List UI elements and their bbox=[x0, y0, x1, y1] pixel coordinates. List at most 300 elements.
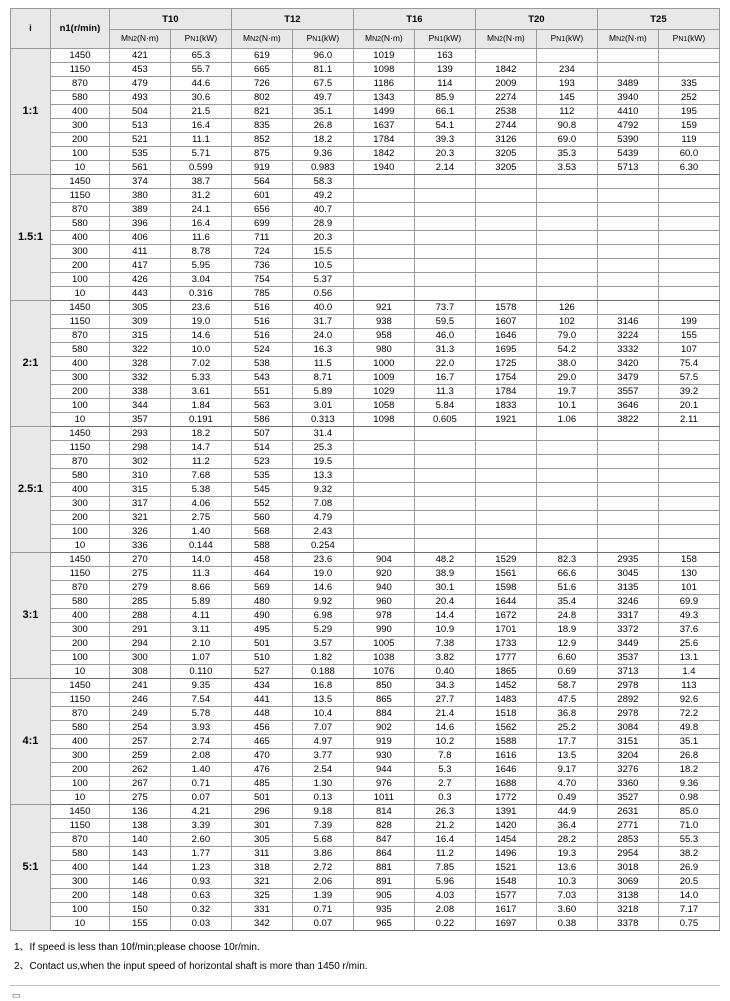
torque-cell bbox=[353, 539, 414, 553]
torque-cell: 357 bbox=[109, 413, 170, 427]
input-speed-cell: 870 bbox=[50, 833, 109, 847]
input-speed-cell: 200 bbox=[50, 385, 109, 399]
power-cell: 2.75 bbox=[170, 511, 231, 525]
torque-cell: 1098 bbox=[353, 413, 414, 427]
power-cell bbox=[536, 539, 597, 553]
power-cell bbox=[658, 287, 719, 301]
power-cell bbox=[536, 427, 597, 441]
table-row bbox=[11, 301, 720, 315]
torque-cell: 501 bbox=[231, 791, 292, 805]
torque-cell: 564 bbox=[231, 175, 292, 189]
torque-cell: 426 bbox=[109, 273, 170, 287]
torque-cell: 1011 bbox=[353, 791, 414, 805]
table-body bbox=[11, 49, 720, 931]
input-speed-cell: 10 bbox=[50, 917, 109, 931]
power-cell: 159 bbox=[658, 119, 719, 133]
input-speed-cell: 300 bbox=[50, 245, 109, 259]
power-cell bbox=[414, 231, 475, 245]
torque-cell: 1577 bbox=[475, 889, 536, 903]
torque-cell bbox=[353, 245, 414, 259]
power-cell: 0.38 bbox=[536, 917, 597, 931]
power-cell: 234 bbox=[536, 63, 597, 77]
input-speed-cell: 870 bbox=[50, 581, 109, 595]
table-row bbox=[11, 693, 720, 707]
power-cell: 36.4 bbox=[536, 819, 597, 833]
torque-cell bbox=[475, 217, 536, 231]
input-speed-cell: 10 bbox=[50, 791, 109, 805]
torque-cell: 298 bbox=[109, 441, 170, 455]
torque-cell bbox=[475, 203, 536, 217]
power-cell bbox=[536, 175, 597, 189]
power-cell: 24.8 bbox=[536, 609, 597, 623]
header-row-units bbox=[11, 30, 720, 49]
input-speed-cell: 300 bbox=[50, 875, 109, 889]
header-power-t25: PN1(kW) bbox=[658, 30, 719, 49]
torque-cell: 279 bbox=[109, 581, 170, 595]
power-cell bbox=[658, 217, 719, 231]
torque-cell: 448 bbox=[231, 707, 292, 721]
power-cell: 0.40 bbox=[414, 665, 475, 679]
input-speed-cell: 200 bbox=[50, 259, 109, 273]
power-cell: 40.0 bbox=[292, 301, 353, 315]
input-speed-cell: 1450 bbox=[50, 679, 109, 693]
power-cell: 7.8 bbox=[414, 749, 475, 763]
input-speed-cell: 870 bbox=[50, 707, 109, 721]
table-row bbox=[11, 749, 720, 763]
power-cell: 92.6 bbox=[658, 693, 719, 707]
torque-cell: 3045 bbox=[597, 567, 658, 581]
input-speed-cell: 1450 bbox=[50, 175, 109, 189]
torque-cell: 1784 bbox=[353, 133, 414, 147]
torque-cell: 905 bbox=[353, 889, 414, 903]
power-cell: 0.03 bbox=[170, 917, 231, 931]
table-row bbox=[11, 329, 720, 343]
power-cell: 65.3 bbox=[170, 49, 231, 63]
power-cell: 1.40 bbox=[170, 763, 231, 777]
torque-cell bbox=[353, 427, 414, 441]
table-row bbox=[11, 889, 720, 903]
power-cell: 67.5 bbox=[292, 77, 353, 91]
torque-cell: 656 bbox=[231, 203, 292, 217]
input-speed-cell: 10 bbox=[50, 665, 109, 679]
torque-cell: 1452 bbox=[475, 679, 536, 693]
torque-cell: 411 bbox=[109, 245, 170, 259]
torque-cell: 1940 bbox=[353, 161, 414, 175]
table-row bbox=[11, 119, 720, 133]
torque-cell: 322 bbox=[109, 343, 170, 357]
power-cell: 13.5 bbox=[536, 749, 597, 763]
power-cell: 35.4 bbox=[536, 595, 597, 609]
torque-cell: 3360 bbox=[597, 777, 658, 791]
input-speed-cell: 100 bbox=[50, 903, 109, 917]
power-cell: 21.5 bbox=[170, 105, 231, 119]
table-row bbox=[11, 679, 720, 693]
torque-cell: 293 bbox=[109, 427, 170, 441]
power-cell: 6.60 bbox=[536, 651, 597, 665]
torque-cell bbox=[597, 287, 658, 301]
torque-cell: 1865 bbox=[475, 665, 536, 679]
power-cell: 13.1 bbox=[658, 651, 719, 665]
table-row bbox=[11, 497, 720, 511]
power-cell: 13.6 bbox=[536, 861, 597, 875]
torque-cell: 930 bbox=[353, 749, 414, 763]
power-cell: 102 bbox=[536, 315, 597, 329]
table-row bbox=[11, 651, 720, 665]
power-cell: 6.98 bbox=[292, 609, 353, 623]
table-row bbox=[11, 357, 720, 371]
torque-cell: 3205 bbox=[475, 161, 536, 175]
power-cell: 21.2 bbox=[414, 819, 475, 833]
power-cell: 10.0 bbox=[170, 343, 231, 357]
torque-cell: 976 bbox=[353, 777, 414, 791]
torque-cell: 938 bbox=[353, 315, 414, 329]
table-row bbox=[11, 469, 720, 483]
power-cell: 13.5 bbox=[292, 693, 353, 707]
power-cell: 71.0 bbox=[658, 819, 719, 833]
torque-cell: 1454 bbox=[475, 833, 536, 847]
table-row bbox=[11, 595, 720, 609]
power-cell: 18.2 bbox=[170, 427, 231, 441]
torque-cell: 262 bbox=[109, 763, 170, 777]
power-cell: 0.191 bbox=[170, 413, 231, 427]
power-cell: 0.93 bbox=[170, 875, 231, 889]
input-speed-cell: 400 bbox=[50, 105, 109, 119]
power-cell: 8.66 bbox=[170, 581, 231, 595]
power-cell: 14.4 bbox=[414, 609, 475, 623]
torque-cell: 3940 bbox=[597, 91, 658, 105]
torque-cell: 1521 bbox=[475, 861, 536, 875]
power-cell: 195 bbox=[658, 105, 719, 119]
power-cell bbox=[658, 231, 719, 245]
power-cell: 5.71 bbox=[170, 147, 231, 161]
torque-cell: 1038 bbox=[353, 651, 414, 665]
table-row bbox=[11, 791, 720, 805]
power-cell bbox=[658, 469, 719, 483]
power-cell: 2.14 bbox=[414, 161, 475, 175]
table-row bbox=[11, 133, 720, 147]
power-cell: 107 bbox=[658, 343, 719, 357]
torque-cell bbox=[597, 189, 658, 203]
input-speed-cell: 580 bbox=[50, 343, 109, 357]
table-row bbox=[11, 91, 720, 105]
power-cell: 10.4 bbox=[292, 707, 353, 721]
torque-cell: 1588 bbox=[475, 735, 536, 749]
torque-cell: 935 bbox=[353, 903, 414, 917]
power-cell bbox=[658, 259, 719, 273]
torque-cell: 1186 bbox=[353, 77, 414, 91]
power-cell: 11.6 bbox=[170, 231, 231, 245]
torque-cell: 875 bbox=[231, 147, 292, 161]
power-cell: 6.30 bbox=[658, 161, 719, 175]
torque-cell bbox=[597, 273, 658, 287]
ratio-cell: 1.5:1 bbox=[11, 175, 51, 301]
power-cell: 20.4 bbox=[414, 595, 475, 609]
torque-cell: 850 bbox=[353, 679, 414, 693]
input-speed-cell: 1150 bbox=[50, 315, 109, 329]
power-cell: 113 bbox=[658, 679, 719, 693]
torque-cell: 434 bbox=[231, 679, 292, 693]
power-cell: 1.06 bbox=[536, 413, 597, 427]
torque-cell: 302 bbox=[109, 455, 170, 469]
torque-cell: 140 bbox=[109, 833, 170, 847]
power-cell: 13.3 bbox=[292, 469, 353, 483]
power-cell: 4.06 bbox=[170, 497, 231, 511]
power-cell bbox=[414, 287, 475, 301]
torque-cell: 501 bbox=[231, 637, 292, 651]
power-cell: 7.38 bbox=[414, 637, 475, 651]
torque-cell: 1644 bbox=[475, 595, 536, 609]
torque-cell: 5713 bbox=[597, 161, 658, 175]
table-row bbox=[11, 455, 720, 469]
torque-cell: 470 bbox=[231, 749, 292, 763]
input-speed-cell: 1150 bbox=[50, 63, 109, 77]
torque-cell: 864 bbox=[353, 847, 414, 861]
power-cell: 81.1 bbox=[292, 63, 353, 77]
torque-cell: 5439 bbox=[597, 147, 658, 161]
torque-cell: 563 bbox=[231, 399, 292, 413]
power-cell: 27.7 bbox=[414, 693, 475, 707]
power-cell: 0.313 bbox=[292, 413, 353, 427]
input-speed-cell: 580 bbox=[50, 217, 109, 231]
torque-cell: 2274 bbox=[475, 91, 536, 105]
power-cell bbox=[536, 483, 597, 497]
power-cell: 2.06 bbox=[292, 875, 353, 889]
torque-cell: 301 bbox=[231, 819, 292, 833]
torque-cell: 309 bbox=[109, 315, 170, 329]
power-cell bbox=[658, 203, 719, 217]
torque-cell: 891 bbox=[353, 875, 414, 889]
input-speed-cell: 10 bbox=[50, 413, 109, 427]
power-cell: 11.3 bbox=[414, 385, 475, 399]
power-cell bbox=[414, 203, 475, 217]
torque-cell: 1733 bbox=[475, 637, 536, 651]
power-cell: 48.2 bbox=[414, 553, 475, 567]
torque-cell: 150 bbox=[109, 903, 170, 917]
input-speed-cell: 200 bbox=[50, 889, 109, 903]
torque-cell bbox=[353, 287, 414, 301]
input-speed-cell: 580 bbox=[50, 721, 109, 735]
torque-cell bbox=[597, 63, 658, 77]
power-cell: 7.85 bbox=[414, 861, 475, 875]
power-cell: 39.2 bbox=[658, 385, 719, 399]
power-cell bbox=[658, 273, 719, 287]
torque-cell: 990 bbox=[353, 623, 414, 637]
torque-cell: 380 bbox=[109, 189, 170, 203]
power-cell: 39.3 bbox=[414, 133, 475, 147]
power-cell: 11.2 bbox=[170, 455, 231, 469]
table-row bbox=[11, 203, 720, 217]
torque-cell: 1646 bbox=[475, 763, 536, 777]
torque-cell: 406 bbox=[109, 231, 170, 245]
power-cell: 54.2 bbox=[536, 343, 597, 357]
torque-cell: 296 bbox=[231, 805, 292, 819]
power-cell: 19.0 bbox=[292, 567, 353, 581]
torque-cell: 535 bbox=[231, 469, 292, 483]
torque-cell: 3151 bbox=[597, 735, 658, 749]
power-cell: 79.0 bbox=[536, 329, 597, 343]
header-power-t12: PN1(kW) bbox=[292, 30, 353, 49]
power-cell: 10.1 bbox=[536, 399, 597, 413]
torque-cell: 1420 bbox=[475, 819, 536, 833]
torque-cell: 138 bbox=[109, 819, 170, 833]
power-cell: 7.03 bbox=[536, 889, 597, 903]
power-cell: 58.3 bbox=[292, 175, 353, 189]
torque-cell: 921 bbox=[353, 301, 414, 315]
torque-cell: 919 bbox=[353, 735, 414, 749]
power-cell: 119 bbox=[658, 133, 719, 147]
power-cell: 20.5 bbox=[658, 875, 719, 889]
input-speed-cell: 10 bbox=[50, 287, 109, 301]
torque-cell: 560 bbox=[231, 511, 292, 525]
torque-cell: 3317 bbox=[597, 609, 658, 623]
power-cell: 7.02 bbox=[170, 357, 231, 371]
input-speed-cell: 400 bbox=[50, 231, 109, 245]
power-cell: 2.08 bbox=[414, 903, 475, 917]
power-cell: 2.10 bbox=[170, 637, 231, 651]
torque-cell: 3378 bbox=[597, 917, 658, 931]
torque-cell: 904 bbox=[353, 553, 414, 567]
torque-cell: 524 bbox=[231, 343, 292, 357]
torque-cell: 919 bbox=[231, 161, 292, 175]
power-cell: 252 bbox=[658, 91, 719, 105]
torque-cell bbox=[353, 497, 414, 511]
input-speed-cell: 1450 bbox=[50, 553, 109, 567]
power-cell: 1.82 bbox=[292, 651, 353, 665]
torque-cell: 1598 bbox=[475, 581, 536, 595]
torque-cell: 443 bbox=[109, 287, 170, 301]
torque-cell: 464 bbox=[231, 567, 292, 581]
power-cell: 44.6 bbox=[170, 77, 231, 91]
power-cell: 55.7 bbox=[170, 63, 231, 77]
torque-cell: 1842 bbox=[353, 147, 414, 161]
power-cell: 15.5 bbox=[292, 245, 353, 259]
table-row bbox=[11, 147, 720, 161]
input-speed-cell: 300 bbox=[50, 749, 109, 763]
torque-cell: 980 bbox=[353, 343, 414, 357]
power-cell bbox=[414, 483, 475, 497]
power-cell bbox=[414, 245, 475, 259]
torque-cell bbox=[353, 231, 414, 245]
torque-cell: 3224 bbox=[597, 329, 658, 343]
power-cell bbox=[658, 441, 719, 455]
table-row bbox=[11, 483, 720, 497]
header-torque-t20: MN2(N·m) bbox=[475, 30, 536, 49]
torque-cell: 881 bbox=[353, 861, 414, 875]
power-cell bbox=[658, 175, 719, 189]
torque-cell: 480 bbox=[231, 595, 292, 609]
torque-cell: 2744 bbox=[475, 119, 536, 133]
header-power-t16: PN1(kW) bbox=[414, 30, 475, 49]
table-row bbox=[11, 833, 720, 847]
torque-cell: 456 bbox=[231, 721, 292, 735]
power-cell: 9.18 bbox=[292, 805, 353, 819]
torque-cell: 495 bbox=[231, 623, 292, 637]
power-cell: 5.37 bbox=[292, 273, 353, 287]
power-cell: 66.6 bbox=[536, 567, 597, 581]
table-row bbox=[11, 49, 720, 63]
note-2: 2、Contact us,when the input speed of horizontal shaft is more than 1450 r/min. bbox=[14, 961, 368, 972]
power-cell: 0.98 bbox=[658, 791, 719, 805]
power-cell: 49.8 bbox=[658, 721, 719, 735]
torque-cell: 944 bbox=[353, 763, 414, 777]
power-cell: 2.74 bbox=[170, 735, 231, 749]
table-row bbox=[11, 413, 720, 427]
torque-cell bbox=[475, 511, 536, 525]
power-cell: 3.82 bbox=[414, 651, 475, 665]
power-cell: 3.61 bbox=[170, 385, 231, 399]
torque-cell: 321 bbox=[231, 875, 292, 889]
torque-cell: 1058 bbox=[353, 399, 414, 413]
power-cell: 0.71 bbox=[292, 903, 353, 917]
header-torque-t16: MN2(N·m) bbox=[353, 30, 414, 49]
input-speed-cell: 870 bbox=[50, 455, 109, 469]
torque-cell: 543 bbox=[231, 371, 292, 385]
power-cell: 4.97 bbox=[292, 735, 353, 749]
input-speed-cell: 1150 bbox=[50, 693, 109, 707]
power-cell: 2.11 bbox=[658, 413, 719, 427]
power-cell: 14.6 bbox=[170, 329, 231, 343]
table-row bbox=[11, 581, 720, 595]
power-cell: 0.983 bbox=[292, 161, 353, 175]
power-cell: 5.95 bbox=[170, 259, 231, 273]
torque-cell: 569 bbox=[231, 581, 292, 595]
power-cell bbox=[658, 245, 719, 259]
power-cell: 44.9 bbox=[536, 805, 597, 819]
power-cell: 66.1 bbox=[414, 105, 475, 119]
power-cell: 10.9 bbox=[414, 623, 475, 637]
torque-cell: 3449 bbox=[597, 637, 658, 651]
torque-cell bbox=[353, 455, 414, 469]
input-speed-cell: 580 bbox=[50, 595, 109, 609]
table-row bbox=[11, 567, 720, 581]
power-cell: 38.2 bbox=[658, 847, 719, 861]
power-cell: 30.1 bbox=[414, 581, 475, 595]
torque-cell bbox=[353, 511, 414, 525]
power-cell: 29.0 bbox=[536, 371, 597, 385]
torque-cell: 321 bbox=[109, 511, 170, 525]
power-cell: 145 bbox=[536, 91, 597, 105]
power-cell: 2.7 bbox=[414, 777, 475, 791]
torque-cell: 275 bbox=[109, 791, 170, 805]
header-model-t12: T12 bbox=[231, 9, 353, 30]
power-cell: 0.13 bbox=[292, 791, 353, 805]
power-cell: 1.30 bbox=[292, 777, 353, 791]
power-cell bbox=[414, 217, 475, 231]
power-cell bbox=[658, 49, 719, 63]
input-speed-cell: 300 bbox=[50, 119, 109, 133]
power-cell: 5.68 bbox=[292, 833, 353, 847]
torque-cell bbox=[475, 427, 536, 441]
torque-cell: 1548 bbox=[475, 875, 536, 889]
power-cell: 0.3 bbox=[414, 791, 475, 805]
torque-cell: 3018 bbox=[597, 861, 658, 875]
torque-cell: 2009 bbox=[475, 77, 536, 91]
input-speed-cell: 100 bbox=[50, 399, 109, 413]
torque-cell bbox=[475, 483, 536, 497]
torque-cell bbox=[353, 273, 414, 287]
header-ratio: i bbox=[11, 9, 51, 49]
torque-cell: 1391 bbox=[475, 805, 536, 819]
power-cell: 3.39 bbox=[170, 819, 231, 833]
torque-cell: 552 bbox=[231, 497, 292, 511]
torque-cell: 754 bbox=[231, 273, 292, 287]
power-cell: 35.1 bbox=[658, 735, 719, 749]
power-cell: 20.3 bbox=[292, 231, 353, 245]
power-cell: 0.188 bbox=[292, 665, 353, 679]
table-row bbox=[11, 63, 720, 77]
torque-cell: 308 bbox=[109, 665, 170, 679]
torque-cell bbox=[353, 175, 414, 189]
